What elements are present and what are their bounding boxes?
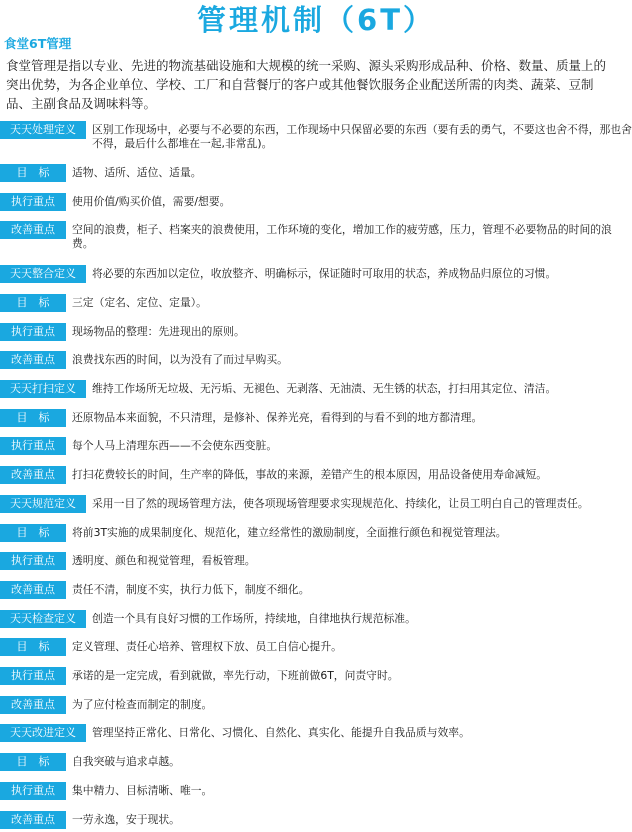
row-label-badge: 目 标 bbox=[0, 524, 66, 542]
definition-row bbox=[0, 265, 632, 283]
intro-paragraph: 食堂管理是指以专业、先进的物流基础设施和大规模的统一采购、源头采购形成品种、价格、数量、质量上的突出优势，为各企业单位、学校、工厂和自营餐厅的客户或其他餐饮服务企业配送所需的肉类、蔬菜、豆制品、主副食品及调味料等。 bbox=[6, 58, 607, 111]
row-text: 适物、适所、适位、适量。 bbox=[72, 166, 202, 179]
row-label-badge: 天天检查定义 bbox=[0, 610, 86, 628]
row-label-badge: 改善重点 bbox=[0, 466, 66, 484]
definition-row bbox=[0, 552, 632, 570]
row-text: 三定（定名、定位、定量）。 bbox=[72, 296, 207, 309]
row-text: 为了应付检查而制定的制度。 bbox=[72, 698, 213, 711]
row-text: 一劳永逸，安于现状。 bbox=[72, 813, 180, 826]
definition-row bbox=[0, 724, 632, 742]
row-text: 责任不清，制度不实，执行力低下，制度不细化。 bbox=[72, 583, 310, 596]
row-label-badge: 目 标 bbox=[0, 409, 66, 427]
row-label-badge: 天天整合定义 bbox=[0, 265, 86, 283]
row-label-badge: 执行重点 bbox=[0, 437, 66, 455]
definition-row bbox=[0, 524, 632, 542]
row-label-badge: 改善重点 bbox=[0, 811, 66, 829]
definition-row bbox=[0, 638, 632, 656]
row-text: 区别工作现场中，必要与不必要的东西，工作现场中只保留必要的东西（要有丢的勇气，不要这也舍不得，那也舍不得，最后什么都堆在一起,非常乱)。 bbox=[92, 123, 632, 150]
row-text: 管理坚持正常化、日常化、习惯化、自然化、真实化、能提升自我品质与效率。 bbox=[92, 726, 470, 739]
row-text: 定义管理、责任心培养、管理权下放、员工自信心提升。 bbox=[72, 640, 342, 653]
definition-row bbox=[0, 753, 632, 771]
row-text: 打扫花费较长的时间，生产率的降低，事故的来源，差错产生的根本原因，用品设备使用寿命减短。 bbox=[72, 468, 548, 481]
definition-row bbox=[0, 495, 632, 513]
row-label-badge: 天天打扫定义 bbox=[0, 380, 86, 398]
row-label-badge: 目 标 bbox=[0, 294, 66, 312]
row-text: 浪费找东西的时间，以为没有了而过早购买。 bbox=[72, 353, 288, 366]
definition-row bbox=[0, 811, 632, 829]
row-text: 采用一目了然的现场管理方法，使各项现场管理要求实现规范化、持续化，让员工明白自己的管理责任。 bbox=[92, 497, 589, 510]
row-label-badge: 执行重点 bbox=[0, 782, 66, 800]
definition-row bbox=[0, 323, 632, 341]
definition-row bbox=[0, 409, 632, 427]
definition-row bbox=[0, 121, 632, 151]
definition-row bbox=[0, 667, 632, 685]
row-text: 将必要的东西加以定位，收放整齐、明确标示，保证随时可取用的状态，养成物品归原位的习惯。 bbox=[92, 267, 557, 280]
row-text: 自我突破与追求卓越。 bbox=[72, 755, 180, 768]
definition-row bbox=[0, 221, 632, 251]
row-text: 每个人马上清理东西——不会使东西变脏。 bbox=[72, 439, 278, 452]
row-label-badge: 执行重点 bbox=[0, 552, 66, 570]
row-label-badge: 天天改进定义 bbox=[0, 724, 86, 742]
definition-row bbox=[0, 581, 632, 599]
row-label-badge: 执行重点 bbox=[0, 323, 66, 341]
row-label-badge: 改善重点 bbox=[0, 581, 66, 599]
row-text: 空间的浪费，柜子、档案夹的浪费使用，工作环境的变化，增加工作的疲劳感，压力，管理不必要物品的时间的浪费。 bbox=[72, 223, 612, 250]
row-label-badge: 目 标 bbox=[0, 753, 66, 771]
row-label-badge: 执行重点 bbox=[0, 193, 66, 211]
row-text: 使用价值/购买价值，需要/想要。 bbox=[72, 195, 231, 208]
row-text: 将前3T实施的成果制度化、规范化，建立经常性的激励制度，全面推行颜色和视觉管理法。 bbox=[72, 526, 507, 539]
row-text: 维持工作场所无垃圾、无污垢、无褪色、无剥落、无油渍、无生锈的状态，打扫用其定位、清洁。 bbox=[92, 382, 557, 395]
row-label-badge: 改善重点 bbox=[0, 696, 66, 714]
row-label-badge: 天天规范定义 bbox=[0, 495, 86, 513]
page-title: 管理机制（6T） bbox=[197, 3, 435, 37]
definition-row bbox=[0, 351, 632, 369]
definition-row bbox=[0, 466, 632, 484]
row-label-badge: 目 标 bbox=[0, 164, 66, 182]
definition-row bbox=[0, 782, 632, 800]
row-label-badge: 改善重点 bbox=[0, 351, 66, 369]
row-text: 透明度、颜色和视觉管理，看板管理。 bbox=[72, 554, 256, 567]
definition-row bbox=[0, 380, 632, 398]
definition-row bbox=[0, 164, 632, 182]
row-label-badge: 改善重点 bbox=[0, 221, 66, 239]
definition-row bbox=[0, 610, 632, 628]
row-label-badge: 天天处理定义 bbox=[0, 121, 86, 139]
row-text: 承诺的是一定完成，看到就做，率先行动，下班前做6T，问责守时。 bbox=[72, 669, 399, 682]
definition-row bbox=[0, 193, 632, 211]
definition-row bbox=[0, 294, 632, 312]
row-text: 集中精力、目标清晰、唯一。 bbox=[72, 784, 213, 797]
row-label-badge: 目 标 bbox=[0, 638, 66, 656]
definition-row bbox=[0, 696, 632, 714]
definition-row bbox=[0, 437, 632, 455]
row-text: 现场物品的整理：先进现出的原则。 bbox=[72, 325, 245, 338]
row-label-badge: 执行重点 bbox=[0, 667, 66, 685]
row-text: 创造一个具有良好习惯的工作场所，持续地，自律地执行规范标准。 bbox=[92, 612, 416, 625]
row-text: 还原物品本来面貌，不只清理，是修补、保养光亮，看得到的与看不到的地方都清理。 bbox=[72, 411, 483, 424]
section-subtitle: 食堂6T管理 bbox=[4, 36, 72, 51]
